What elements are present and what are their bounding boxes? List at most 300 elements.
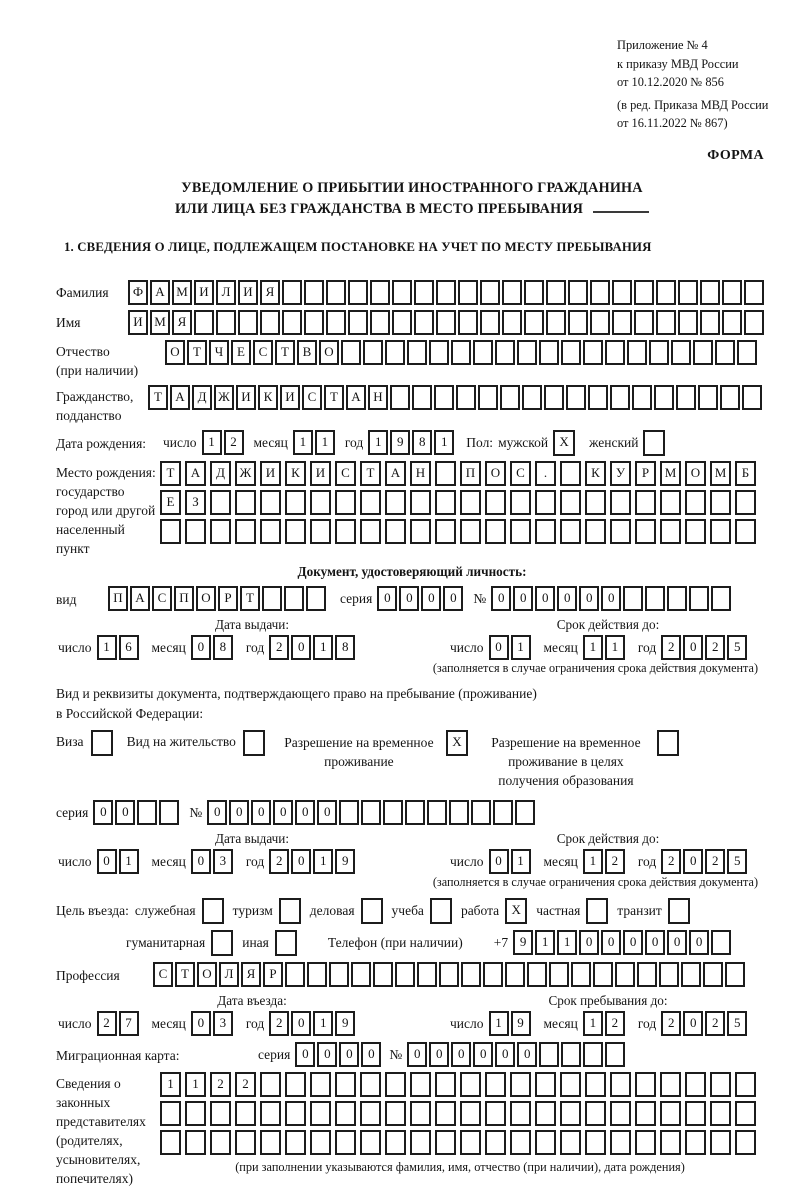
- cell[interactable]: [410, 1101, 431, 1126]
- cell[interactable]: 0: [579, 930, 599, 955]
- cell[interactable]: Р: [263, 962, 283, 987]
- cell[interactable]: 1: [315, 430, 335, 455]
- cell[interactable]: [392, 310, 412, 335]
- cell[interactable]: [678, 310, 698, 335]
- cell[interactable]: [275, 930, 297, 956]
- cell[interactable]: [710, 490, 731, 515]
- cell[interactable]: [656, 310, 676, 335]
- cell[interactable]: 1: [583, 1011, 603, 1036]
- cell[interactable]: [211, 930, 233, 956]
- cell[interactable]: [370, 280, 390, 305]
- cell[interactable]: 9: [511, 1011, 531, 1036]
- cell[interactable]: [449, 800, 469, 825]
- cell[interactable]: [458, 280, 478, 305]
- cell[interactable]: Ж: [214, 385, 234, 410]
- cell[interactable]: [535, 490, 556, 515]
- cell[interactable]: [385, 340, 405, 365]
- cell[interactable]: 9: [335, 849, 355, 874]
- cell[interactable]: [510, 1130, 531, 1155]
- cell[interactable]: [535, 1130, 556, 1155]
- cell[interactable]: [458, 310, 478, 335]
- cell[interactable]: 3: [213, 1011, 233, 1036]
- cell[interactable]: 5: [727, 849, 747, 874]
- cell[interactable]: [335, 490, 356, 515]
- cell[interactable]: 0: [683, 635, 703, 660]
- cell[interactable]: [660, 519, 681, 544]
- cell[interactable]: 1: [313, 1011, 333, 1036]
- cell[interactable]: [235, 1130, 256, 1155]
- cell[interactable]: А: [346, 385, 366, 410]
- cell[interactable]: 0: [451, 1042, 471, 1067]
- cell[interactable]: [500, 385, 520, 410]
- cell[interactable]: [510, 519, 531, 544]
- cell[interactable]: [560, 461, 581, 486]
- cell[interactable]: 0: [295, 1042, 315, 1067]
- cell[interactable]: 6: [119, 635, 139, 660]
- cell[interactable]: 1: [557, 930, 577, 955]
- cell[interactable]: [285, 490, 306, 515]
- cell[interactable]: 1: [583, 849, 603, 874]
- cell[interactable]: 1: [293, 430, 313, 455]
- cell[interactable]: 0: [421, 586, 441, 611]
- cell[interactable]: [502, 280, 522, 305]
- cell[interactable]: 2: [605, 1011, 625, 1036]
- cell[interactable]: [478, 385, 498, 410]
- cell[interactable]: [137, 800, 157, 825]
- cell[interactable]: [194, 310, 214, 335]
- cell[interactable]: 5: [727, 1011, 747, 1036]
- cell[interactable]: [361, 898, 383, 924]
- cell[interactable]: 1: [97, 635, 117, 660]
- cell[interactable]: [735, 519, 756, 544]
- cell[interactable]: Л: [219, 962, 239, 987]
- cell[interactable]: [685, 1072, 706, 1097]
- cell[interactable]: 0: [513, 586, 533, 611]
- cell[interactable]: [410, 1072, 431, 1097]
- cell[interactable]: Ч: [209, 340, 229, 365]
- cell[interactable]: Ж: [235, 461, 256, 486]
- cell[interactable]: [561, 1042, 581, 1067]
- cell[interactable]: [310, 519, 331, 544]
- cell[interactable]: Т: [187, 340, 207, 365]
- cell[interactable]: [671, 340, 691, 365]
- cell[interactable]: [435, 1072, 456, 1097]
- cell[interactable]: [634, 280, 654, 305]
- cell[interactable]: [460, 519, 481, 544]
- cell[interactable]: [685, 1130, 706, 1155]
- cell[interactable]: 2: [269, 849, 289, 874]
- cell[interactable]: [660, 1101, 681, 1126]
- cell[interactable]: 0: [291, 1011, 311, 1036]
- cell[interactable]: 2: [705, 849, 725, 874]
- cell[interactable]: [593, 962, 613, 987]
- cell[interactable]: [279, 898, 301, 924]
- cell[interactable]: М: [172, 280, 192, 305]
- cell[interactable]: [235, 490, 256, 515]
- cell[interactable]: [605, 340, 625, 365]
- cell[interactable]: 0: [557, 586, 577, 611]
- cell[interactable]: [260, 519, 281, 544]
- cell[interactable]: [585, 519, 606, 544]
- cell[interactable]: 9: [335, 1011, 355, 1036]
- cell[interactable]: [210, 1101, 231, 1126]
- cell[interactable]: 5: [727, 635, 747, 660]
- cell[interactable]: [517, 340, 537, 365]
- cell[interactable]: С: [510, 461, 531, 486]
- cell[interactable]: О: [197, 962, 217, 987]
- cell[interactable]: 0: [517, 1042, 537, 1067]
- cell[interactable]: [341, 340, 361, 365]
- cell[interactable]: [260, 1130, 281, 1155]
- cell[interactable]: [493, 800, 513, 825]
- cell[interactable]: [485, 490, 506, 515]
- cell[interactable]: 0: [489, 635, 509, 660]
- cell[interactable]: [693, 340, 713, 365]
- cell[interactable]: [304, 280, 324, 305]
- cell[interactable]: 0: [489, 849, 509, 874]
- cell[interactable]: Н: [410, 461, 431, 486]
- cell[interactable]: [435, 519, 456, 544]
- cell[interactable]: [524, 310, 544, 335]
- cell[interactable]: [583, 340, 603, 365]
- cell[interactable]: [282, 280, 302, 305]
- cell[interactable]: [612, 280, 632, 305]
- cell[interactable]: [307, 962, 327, 987]
- cell[interactable]: [685, 519, 706, 544]
- cell[interactable]: И: [238, 280, 258, 305]
- cell[interactable]: [605, 1042, 625, 1067]
- cell[interactable]: 0: [601, 586, 621, 611]
- cell[interactable]: [310, 1101, 331, 1126]
- cell[interactable]: [385, 519, 406, 544]
- cell[interactable]: П: [108, 586, 128, 611]
- cell[interactable]: [434, 385, 454, 410]
- cell[interactable]: 1: [605, 635, 625, 660]
- cell[interactable]: [660, 490, 681, 515]
- cell[interactable]: С: [335, 461, 356, 486]
- cell[interactable]: [668, 898, 690, 924]
- cell[interactable]: [285, 1072, 306, 1097]
- cell[interactable]: [392, 280, 412, 305]
- cell[interactable]: [737, 340, 757, 365]
- cell[interactable]: 0: [399, 586, 419, 611]
- cell[interactable]: [417, 962, 437, 987]
- cell[interactable]: [483, 962, 503, 987]
- cell[interactable]: 2: [269, 635, 289, 660]
- cell[interactable]: [339, 800, 359, 825]
- cell[interactable]: [159, 800, 179, 825]
- cell[interactable]: Д: [210, 461, 231, 486]
- cell[interactable]: [370, 310, 390, 335]
- cell[interactable]: [360, 1072, 381, 1097]
- cell[interactable]: [566, 385, 586, 410]
- cell[interactable]: [610, 385, 630, 410]
- cell[interactable]: К: [285, 461, 306, 486]
- cell[interactable]: 0: [601, 930, 621, 955]
- cell[interactable]: 1: [160, 1072, 181, 1097]
- cell[interactable]: К: [258, 385, 278, 410]
- cell[interactable]: [185, 519, 206, 544]
- cell[interactable]: М: [150, 310, 170, 335]
- cell[interactable]: [722, 280, 742, 305]
- cell[interactable]: [735, 490, 756, 515]
- cell[interactable]: [360, 519, 381, 544]
- cell[interactable]: [348, 310, 368, 335]
- cell[interactable]: [410, 519, 431, 544]
- cell[interactable]: [710, 1072, 731, 1097]
- cell[interactable]: 0: [93, 800, 113, 825]
- cell[interactable]: 8: [213, 635, 233, 660]
- cell[interactable]: [435, 1101, 456, 1126]
- cell[interactable]: [610, 490, 631, 515]
- cell[interactable]: [610, 1101, 631, 1126]
- cell[interactable]: [643, 430, 665, 456]
- cell[interactable]: [383, 800, 403, 825]
- cell[interactable]: [634, 310, 654, 335]
- cell[interactable]: [285, 1101, 306, 1126]
- cell[interactable]: 1: [313, 849, 333, 874]
- cell[interactable]: [561, 340, 581, 365]
- cell[interactable]: [473, 340, 493, 365]
- cell[interactable]: [524, 280, 544, 305]
- cell[interactable]: [657, 730, 679, 756]
- cell[interactable]: 1: [434, 430, 454, 455]
- cell[interactable]: [522, 385, 542, 410]
- cell[interactable]: [689, 586, 709, 611]
- cell[interactable]: 0: [535, 586, 555, 611]
- cell[interactable]: [546, 310, 566, 335]
- cell[interactable]: [586, 898, 608, 924]
- cell[interactable]: [549, 962, 569, 987]
- cell[interactable]: З: [185, 490, 206, 515]
- cell[interactable]: Ф: [128, 280, 148, 305]
- cell[interactable]: 9: [390, 430, 410, 455]
- cell[interactable]: [405, 800, 425, 825]
- cell[interactable]: 0: [361, 1042, 381, 1067]
- cell[interactable]: [635, 1101, 656, 1126]
- cell[interactable]: [185, 1101, 206, 1126]
- cell[interactable]: X: [446, 730, 468, 756]
- cell[interactable]: О: [685, 461, 706, 486]
- cell[interactable]: 2: [224, 430, 244, 455]
- cell[interactable]: [544, 385, 564, 410]
- cell[interactable]: Т: [360, 461, 381, 486]
- cell[interactable]: [568, 310, 588, 335]
- cell[interactable]: [560, 1130, 581, 1155]
- cell[interactable]: Т: [240, 586, 260, 611]
- cell[interactable]: [390, 385, 410, 410]
- cell[interactable]: [485, 1072, 506, 1097]
- cell[interactable]: 1: [489, 1011, 509, 1036]
- cell[interactable]: С: [253, 340, 273, 365]
- cell[interactable]: А: [170, 385, 190, 410]
- cell[interactable]: [414, 310, 434, 335]
- cell[interactable]: [351, 962, 371, 987]
- cell[interactable]: [439, 962, 459, 987]
- cell[interactable]: [568, 280, 588, 305]
- cell[interactable]: [659, 962, 679, 987]
- cell[interactable]: [348, 280, 368, 305]
- cell[interactable]: [360, 1130, 381, 1155]
- cell[interactable]: [335, 1101, 356, 1126]
- cell[interactable]: [436, 280, 456, 305]
- cell[interactable]: [590, 310, 610, 335]
- cell[interactable]: 2: [269, 1011, 289, 1036]
- cell[interactable]: [282, 310, 302, 335]
- cell[interactable]: 0: [429, 1042, 449, 1067]
- cell[interactable]: 0: [579, 586, 599, 611]
- cell[interactable]: [284, 586, 304, 611]
- cell[interactable]: [407, 340, 427, 365]
- cell[interactable]: [703, 962, 723, 987]
- cell[interactable]: [460, 1130, 481, 1155]
- cell[interactable]: И: [260, 461, 281, 486]
- cell[interactable]: 2: [705, 635, 725, 660]
- cell[interactable]: Р: [635, 461, 656, 486]
- cell[interactable]: [460, 1072, 481, 1097]
- cell[interactable]: Л: [216, 280, 236, 305]
- cell[interactable]: [435, 1130, 456, 1155]
- cell[interactable]: [262, 586, 282, 611]
- cell[interactable]: [505, 962, 525, 987]
- cell[interactable]: [660, 1072, 681, 1097]
- cell[interactable]: А: [130, 586, 150, 611]
- cell[interactable]: 0: [291, 849, 311, 874]
- cell[interactable]: [610, 519, 631, 544]
- cell[interactable]: 0: [229, 800, 249, 825]
- cell[interactable]: [385, 1101, 406, 1126]
- cell[interactable]: 0: [443, 586, 463, 611]
- cell[interactable]: [502, 310, 522, 335]
- cell[interactable]: [615, 962, 635, 987]
- cell[interactable]: [735, 1101, 756, 1126]
- cell[interactable]: 1: [368, 430, 388, 455]
- cell[interactable]: [676, 385, 696, 410]
- cell[interactable]: [610, 1072, 631, 1097]
- cell[interactable]: 2: [661, 849, 681, 874]
- cell[interactable]: 0: [689, 930, 709, 955]
- cell[interactable]: [410, 490, 431, 515]
- cell[interactable]: [744, 310, 764, 335]
- cell[interactable]: Я: [172, 310, 192, 335]
- cell[interactable]: [710, 1101, 731, 1126]
- cell[interactable]: [667, 586, 687, 611]
- cell[interactable]: [480, 310, 500, 335]
- cell[interactable]: [635, 1130, 656, 1155]
- cell[interactable]: [326, 310, 346, 335]
- cell[interactable]: [585, 1072, 606, 1097]
- cell[interactable]: А: [185, 461, 206, 486]
- cell[interactable]: [435, 461, 456, 486]
- cell[interactable]: [735, 1130, 756, 1155]
- cell[interactable]: И: [236, 385, 256, 410]
- cell[interactable]: О: [196, 586, 216, 611]
- cell[interactable]: 7: [119, 1011, 139, 1036]
- cell[interactable]: [435, 490, 456, 515]
- cell[interactable]: В: [297, 340, 317, 365]
- cell[interactable]: [720, 385, 740, 410]
- cell[interactable]: 2: [210, 1072, 231, 1097]
- cell[interactable]: [456, 385, 476, 410]
- cell[interactable]: [410, 1130, 431, 1155]
- cell[interactable]: [700, 310, 720, 335]
- cell[interactable]: 0: [295, 800, 315, 825]
- cell[interactable]: 0: [495, 1042, 515, 1067]
- cell[interactable]: [510, 1101, 531, 1126]
- cell[interactable]: [645, 586, 665, 611]
- cell[interactable]: [360, 490, 381, 515]
- cell[interactable]: [460, 490, 481, 515]
- cell[interactable]: [329, 962, 349, 987]
- cell[interactable]: [742, 385, 762, 410]
- cell[interactable]: [335, 1072, 356, 1097]
- cell[interactable]: [243, 730, 265, 756]
- cell[interactable]: М: [660, 461, 681, 486]
- cell[interactable]: [235, 1101, 256, 1126]
- cell[interactable]: [360, 1101, 381, 1126]
- cell[interactable]: [685, 490, 706, 515]
- cell[interactable]: [539, 340, 559, 365]
- cell[interactable]: Т: [324, 385, 344, 410]
- cell[interactable]: Я: [241, 962, 261, 987]
- cell[interactable]: 9: [513, 930, 533, 955]
- cell[interactable]: [160, 1130, 181, 1155]
- cell[interactable]: [700, 280, 720, 305]
- cell[interactable]: [451, 340, 471, 365]
- cell[interactable]: 0: [683, 1011, 703, 1036]
- cell[interactable]: X: [553, 430, 575, 456]
- cell[interactable]: [546, 280, 566, 305]
- cell[interactable]: 1: [511, 849, 531, 874]
- cell[interactable]: 0: [251, 800, 271, 825]
- cell[interactable]: [654, 385, 674, 410]
- cell[interactable]: [698, 385, 718, 410]
- cell[interactable]: [588, 385, 608, 410]
- cell[interactable]: 0: [491, 586, 511, 611]
- cell[interactable]: [627, 340, 647, 365]
- cell[interactable]: [430, 898, 452, 924]
- cell[interactable]: Д: [192, 385, 212, 410]
- cell[interactable]: [637, 962, 657, 987]
- cell[interactable]: [260, 490, 281, 515]
- cell[interactable]: О: [485, 461, 506, 486]
- cell[interactable]: [429, 340, 449, 365]
- cell[interactable]: 2: [235, 1072, 256, 1097]
- cell[interactable]: [427, 800, 447, 825]
- cell[interactable]: Т: [148, 385, 168, 410]
- cell[interactable]: [715, 340, 735, 365]
- cell[interactable]: [635, 519, 656, 544]
- cell[interactable]: [635, 1072, 656, 1097]
- cell[interactable]: [510, 490, 531, 515]
- cell[interactable]: 2: [661, 635, 681, 660]
- cell[interactable]: [678, 280, 698, 305]
- cell[interactable]: [527, 962, 547, 987]
- cell[interactable]: [335, 519, 356, 544]
- cell[interactable]: С: [152, 586, 172, 611]
- cell[interactable]: 0: [473, 1042, 493, 1067]
- cell[interactable]: [495, 340, 515, 365]
- cell[interactable]: [515, 800, 535, 825]
- cell[interactable]: [583, 1042, 603, 1067]
- cell[interactable]: [560, 490, 581, 515]
- cell[interactable]: О: [165, 340, 185, 365]
- cell[interactable]: 8: [335, 635, 355, 660]
- cell[interactable]: [385, 1130, 406, 1155]
- cell[interactable]: [385, 490, 406, 515]
- cell[interactable]: 0: [191, 1011, 211, 1036]
- cell[interactable]: [210, 1130, 231, 1155]
